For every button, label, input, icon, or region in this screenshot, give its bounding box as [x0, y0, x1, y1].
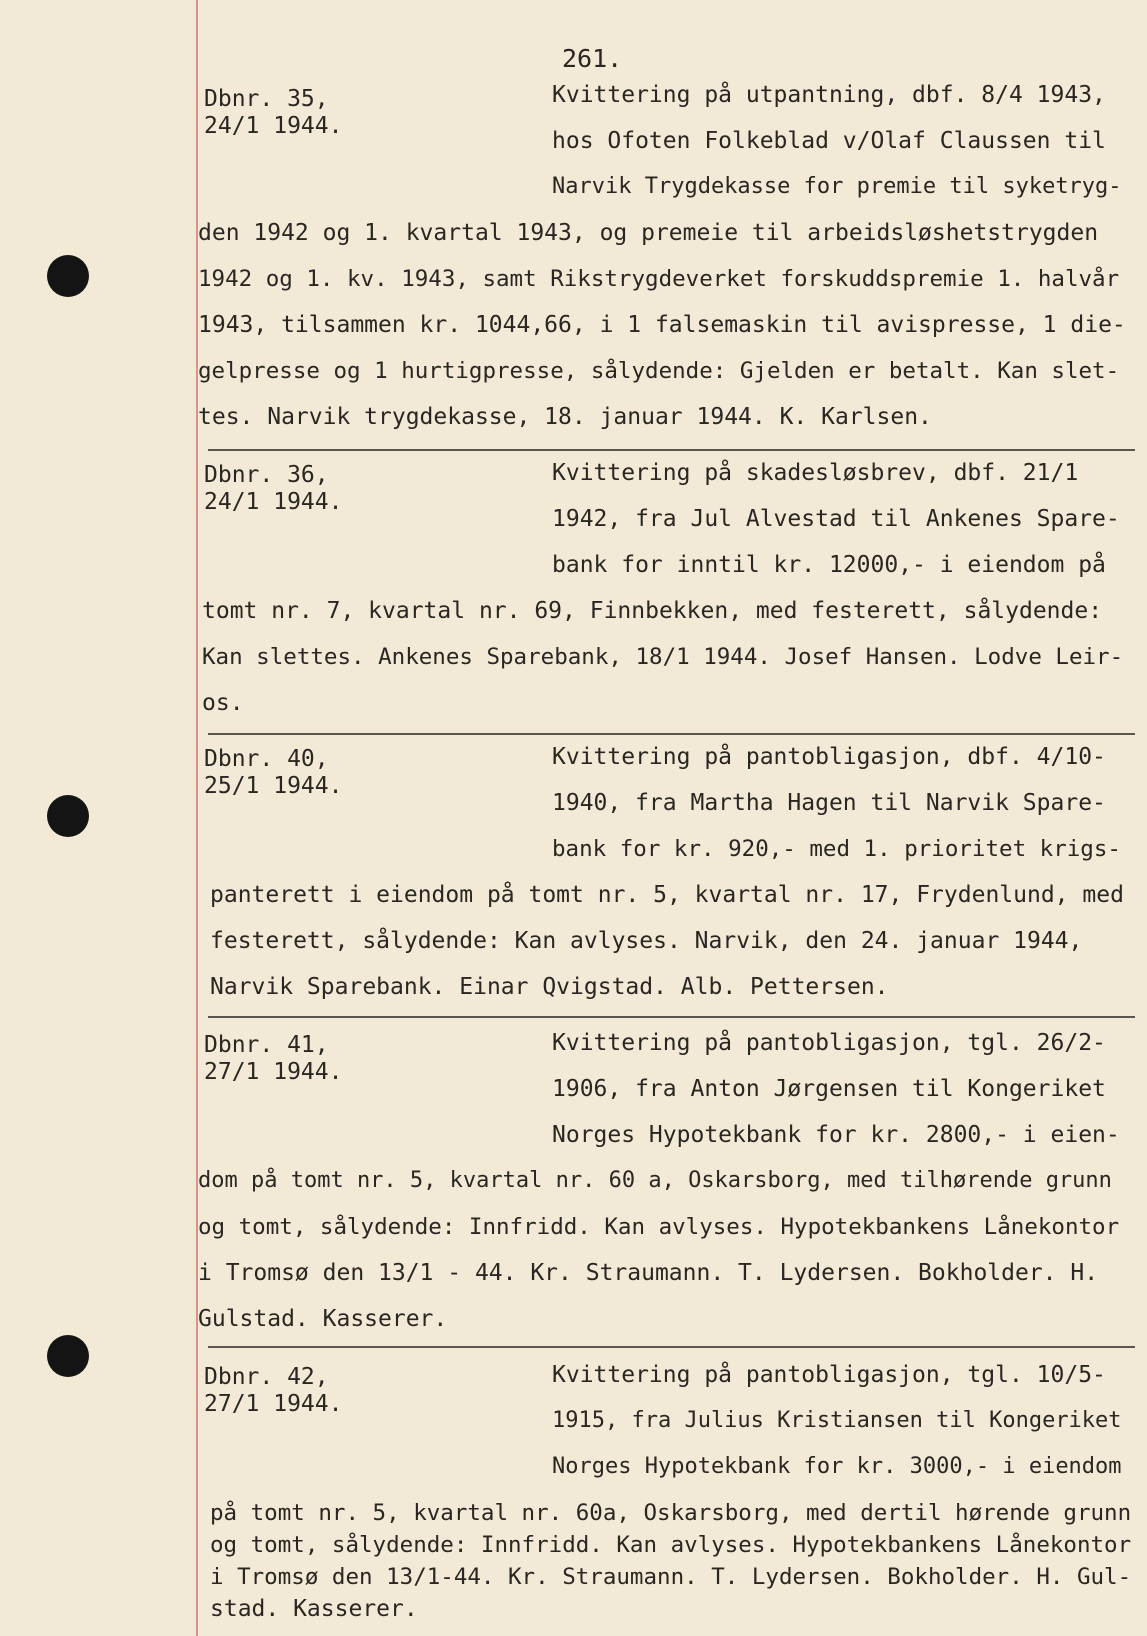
entry-text-line: på tomt nr. 5, kvartal nr. 60a, Oskarsborg, med dertil hørende grunn [210, 1500, 1132, 1526]
entry-text-line: os. [202, 690, 244, 716]
dbnr: Dbnr. 40, [204, 746, 329, 772]
entry-text-line: Kan slettes. Ankenes Sparebank, 18/1 1944. Josef Hansen. Lodve Leir- [202, 644, 1124, 670]
entry-meta [204, 1032, 342, 1086]
entry-text-line: tomt nr. 7, kvartal nr. 69, Finnbekken, med festerett, sålydende: [202, 598, 1103, 624]
entry-meta [204, 86, 342, 140]
dbnr: Dbnr. 42, [204, 1364, 329, 1390]
entry-text-line: i Tromsø den 13/1-44. Kr. Straumann. T. Lydersen. Bokholder. H. Gul- [210, 1564, 1132, 1590]
entry-text-line: 1942, fra Jul Alvestad til Ankenes Spare- [552, 506, 1120, 532]
dbnr: Dbnr. 36, [204, 462, 329, 488]
entry-text-line: Gulstad. Kasserer. [198, 1306, 448, 1332]
entry-text-line: stad. Kasserer. [210, 1596, 418, 1622]
punch-hole [47, 255, 89, 297]
entry-text-line: tes. Narvik trygdekasse, 18. januar 1944. K. Karlsen. [198, 404, 932, 430]
entry-text-line: Norges Hypotekbank for kr. 3000,- i eiendom [552, 1454, 1122, 1479]
entry-text-line: Narvik Trygdekasse for premie til syketryg- [552, 174, 1122, 199]
entry-text-line: og tomt, sålydende: Innfridd. Kan avlyses. Hypotekbankens Lånekontor [210, 1532, 1132, 1558]
entry-date: 25/1 1944. [204, 773, 343, 799]
entry-text-line: Kvittering på pantobligasjon, tgl. 10/5- [552, 1362, 1106, 1388]
entry-text-line: 1940, fra Martha Hagen til Narvik Spare- [552, 790, 1106, 816]
entry-text-line: Kvittering på pantobligasjon, dbf. 4/10- [552, 744, 1106, 770]
entry-text-line: Norges Hypotekbank for kr. 2800,- i eien- [552, 1122, 1120, 1148]
dbnr: Dbnr. 41, [204, 1032, 329, 1058]
page-number: 261. [562, 44, 623, 73]
entry-date: 24/1 1944. [204, 113, 343, 139]
entry-text-line: Kvittering på pantobligasjon, tgl. 26/2- [552, 1030, 1106, 1056]
entry-divider [208, 449, 1135, 451]
entry-date: 27/1 1944. [204, 1059, 343, 1085]
entry-text-line: bank for kr. 920,- med 1. prioritet krigs- [552, 836, 1121, 862]
entry-text-line: i Tromsø den 13/1 - 44. Kr. Straumann. T. Lydersen. Bokholder. H. [198, 1260, 1099, 1286]
entry-text-line: Kvittering på utpantning, dbf. 8/4 1943, [552, 82, 1106, 108]
entry-meta [204, 746, 342, 800]
entry-divider [208, 733, 1135, 735]
entry-meta [204, 1364, 342, 1418]
entry-date: 24/1 1944. [204, 489, 343, 515]
entry-text-line: 1942 og 1. kv. 1943, samt Rikstrygdeverket forskuddspremie 1. halvår [198, 266, 1120, 292]
entry-text-line: 1943, tilsammen kr. 1044,66, i 1 falsemaskin til avispresse, 1 die- [198, 312, 1126, 338]
entry-text-line: dom på tomt nr. 5, kvartal nr. 60 a, Oskarsborg, med tilhørende grunn [198, 1168, 1112, 1193]
entry-text-line: festerett, sålydende: Kan avlyses. Narvik, den 24. januar 1944, [210, 928, 1083, 954]
entry-text-line: og tomt, sålydende: Innfridd. Kan avlyses. Hypotekbankens Lånekontor [198, 1214, 1120, 1240]
entry-text-line: hos Ofoten Folkeblad v/Olaf Claussen til [552, 128, 1106, 154]
entry-text-line: den 1942 og 1. kvartal 1943, og premeie til arbeidsløshetstrygden [198, 220, 1099, 246]
entry-text-line: Kvittering på skadesløsbrev, dbf. 21/1 [552, 460, 1079, 486]
entry-text-line: 1906, fra Anton Jørgensen til Kongeriket [552, 1076, 1106, 1102]
entry-meta [204, 462, 342, 516]
entry-text-line: Narvik Sparebank. Einar Qvigstad. Alb. Pettersen. [210, 974, 889, 1000]
punch-hole [47, 795, 89, 837]
entry-divider [208, 1346, 1135, 1348]
entry-date: 27/1 1944. [204, 1391, 343, 1417]
punch-hole [47, 1335, 89, 1377]
entry-text-line: 1915, fra Julius Kristiansen til Kongeriket [552, 1408, 1122, 1433]
dbnr: Dbnr. 35, [204, 86, 329, 112]
entry-text-line: panterett i eiendom på tomt nr. 5, kvartal nr. 17, Frydenlund, med [210, 882, 1124, 908]
entry-divider [208, 1016, 1135, 1018]
entry-text-line: gelpresse og 1 hurtigpresse, sålydende: Gjelden er betalt. Kan slet- [198, 358, 1120, 384]
entry-text-line: bank for inntil kr. 12000,- i eiendom på [552, 552, 1106, 578]
